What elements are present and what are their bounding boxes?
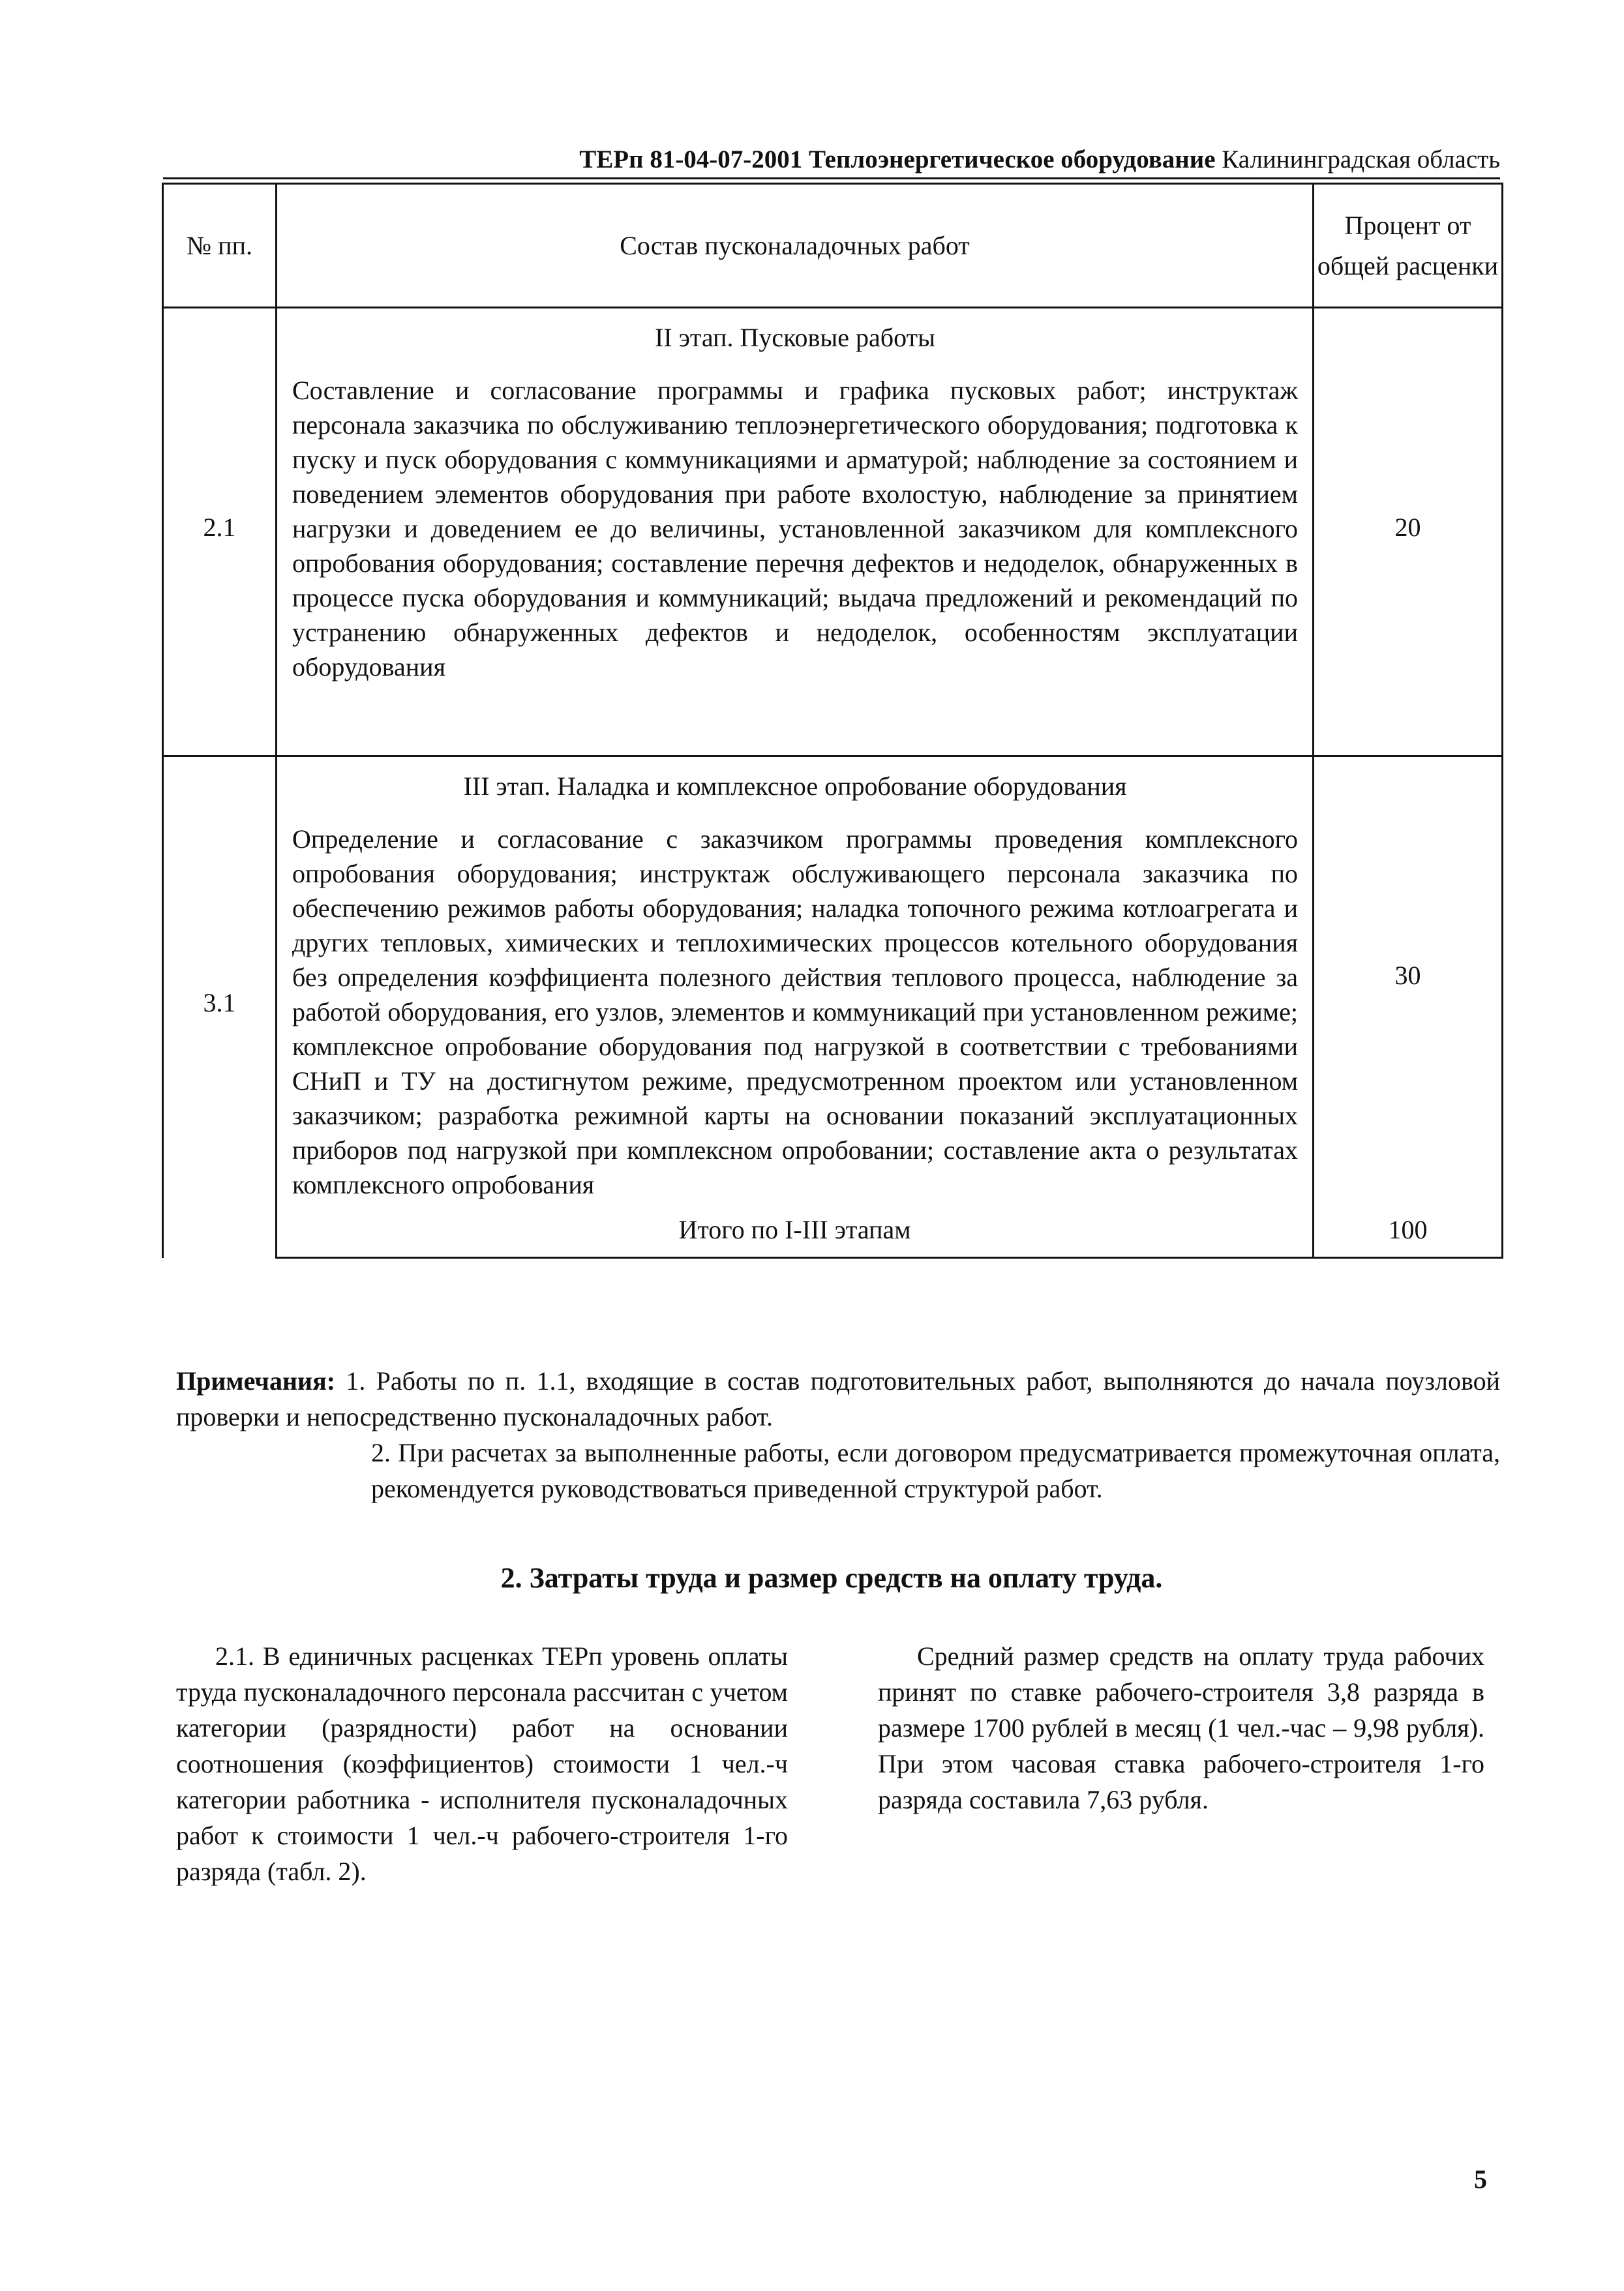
table-row (163, 756, 1503, 1203)
stage-title: III этап. Наладка и комплексное опробование оборудования (463, 771, 1127, 801)
right-column (878, 1638, 1484, 1818)
notes-block (176, 1363, 1500, 1506)
column-header-percent: Процент от общей расценки (1314, 184, 1503, 308)
notes-label: Примечания: (176, 1366, 336, 1396)
header-rule (163, 177, 1500, 179)
section-title: 2. Затраты труда и размер средств на оплату труда. (500, 1562, 1163, 1594)
total-value: 100 (1314, 1203, 1503, 1258)
column-header-number: № пп. (163, 184, 277, 308)
row-content (277, 308, 1314, 756)
stage-description: Определение и согласование с заказчиком программы проведения комплексного опробования оборудования; инструктаж обслуживающего персонала заказчика по обеспечению режимов работы оборудования; наладка топочного режима котлоагрегата и других тепловых, химических и теплохимических процессов котельного оборудования без определения коэффициента полезного действия теплового процесса, наблюдение за работой оборудования, его узлов, элементов и коммуникаций при установленном режиме; комплексное опробование оборудования под нагрузкой в соответствии с требованиями СНиП и ТУ на достигнутом режиме, предусмотренном проектом или установленном заказчиком; разработка режимной карты на основании показаний эксплуатационных приборов под нагрузкой при комплексном опробовании; составление акта о результатах комплексного опробования (292, 824, 1298, 1199)
row-percent: 30 (1314, 756, 1503, 1203)
row-percent: 20 (1314, 308, 1503, 756)
total-label: Итого по I-III этапам (277, 1203, 1314, 1258)
page-number: 5 (1474, 2164, 1487, 2194)
note-text: 1. Работы по п. 1.1, входящие в состав подготовительных работ, выполняются до начала поузловой проверки и непосредственно пусконаладочных работ. (176, 1366, 1500, 1431)
column-header-content: Состав пусконаладочных работ (277, 184, 1314, 308)
running-header (163, 145, 1500, 175)
note-item: 2. При расчетах за выполненные работы, если договором предусматривается промежуточная оплата, рекомендуется руководствоваться приведенной структурой работ. (371, 1438, 1500, 1503)
left-paragraph: 2.1. В единичных расценках ТЕРп уровень оплаты труда пусконаладочного персонала рассчитан с учетом категории (разрядности) работ на основании соотношения (коэффициентов) стоимости 1 чел.-ч категории работника - исполнителя пусконаладочных работ к стоимости 1 чел.-ч рабочего-строителя 1-го разряда (табл. 2). (176, 1641, 788, 1886)
works-table (162, 183, 1503, 1259)
table-row (163, 308, 1503, 756)
header-doc-code: ТЕРп 81-04-07-2001 Теплоэнергетическое оборудование (579, 145, 1216, 173)
row-content (277, 756, 1314, 1203)
table-total-row (163, 1203, 1503, 1258)
note-item (176, 1363, 1500, 1435)
right-paragraph: Средний размер средств на оплату труда рабочих принят по ставке рабочего-строителя 3,8 разряда в размере 1700 рублей в месяц (1 чел.-час – 9,98 рубля). При этом часовая ставка рабочего-строителя 1-го разряда составила 7,63 рубля. (878, 1641, 1484, 1814)
stage-title: II этап. Пусковые работы (655, 323, 935, 352)
row-number: 3.1 (163, 756, 277, 1258)
header-region: Калининградская область (1222, 145, 1500, 173)
row-number: 2.1 (163, 308, 277, 756)
left-column (176, 1638, 788, 1889)
stage-description: Составление и согласование программы и графика пусковых работ; инструктаж персонала заказчика по обслуживанию теплоэнергетического оборудования; подготовка к пуску и пуск оборудования с коммуникациями и арматурой; наблюдение за состоянием и поведением элементов оборудования при работе вхолостую, наблюдение за принятием нагрузки и доведением ее до величины, установленной заказчиком для комплексного опробования оборудования; составление перечня дефектов и недоделок, обнаруженных в процессе пуска оборудования и коммуникаций; выдача предложений и рекомендаций по устранению обнаруженных дефектов и недоделок, особенностям эксплуатации оборудования (292, 376, 1298, 681)
table-header-row (163, 184, 1503, 308)
